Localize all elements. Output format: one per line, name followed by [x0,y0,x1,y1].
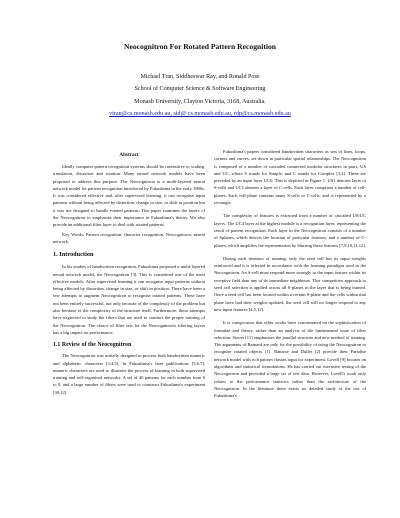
authors: Michael Tran, Siddheswar Ray, and Ronald Pose [140,74,260,80]
university: Monash University, Clayton Victoria, 3168, Australia. [134,99,266,105]
author-emails[interactable]: vtran@cs.monash.edu.au, sid@ cs.monash.edu.au, rdp@cs.monash.edu.au [109,111,291,117]
abstract-text: Ideally computer pattern recognition systems should be insensitive to scaling, translation, distortion and rotation. Many neural network models have been proposed to address this purpose. The Neocognitron is a multi-layered neural network model for pattern recognition introduced by Fukushima in the early 1980s. It was considered effective and, after supervised learning, it can recognise input patterns without being affected by distortion, change in size, or shift in position but it was not designed to handle rotated patterns. This paper examines the layers of the Neocognitron to emphasize their importance in Fukushima's theory. We also provide an additional filter layer to deal with rotated patterns. [53,164,205,228]
right-paragraph-1: Fukushima's papers considered handwritten characters as sets of lines, loops, corners and curves, set down in particular spatial relationships. The Neocognitron is composed of a number of cascaded connected modular structures in pairs, US and UC, where S stands for Simple, and C stands for Complex [3,4]. These are preceded by an input layer UC0. This is depicted in Figure 1. US1 denotes layer of S-cells and UC1 denotes a layer of C-cells. Each layer comprises a number of cell-planes. Each cell-plane contains many S-cells or C-cells, and is represented by a rectangle. [214,149,366,206]
right-column [214,148,366,402]
left-column [53,152,205,398]
right-paragraph-4: It is conspicuous that other works have concentrated on the sophistication of formulae and theory, rather than an analysis of the fundamental issue of filter selection. Sieuer [11] emphasises the parallel structure and new method of training. The arguments of Barnard are only for the possibility of using the Neocognitron to recognise rotated objects [1]. Banarse and Duller [2] provide their Paradise network model with rich pattern classes input for experiment. Lovell [9] focuses on algorithms and statistical formulations. He has carried out extensive testing of the Neocognitron and provided a large set of test data. However, Lovell's work only relates to the performance statistics rather than the architecture of the Neocognitron. In the literature there exists no detailed study of the use of Fukushima's [214,320,366,399]
review-heading: 1.1 Review of the Neocognitron [53,342,132,349]
right-paragraph-2: The complexity of features is extracted from a number of cascaded US/UC layers. The UC4 layer at the highest module is a recognition layer, representing the result of pattern recognition. Each layer in the Neocognitron consists of a number of Splanes, which detects the location of particular features, and a number of C-planes, which amplifies the representation by blurring these features [7,9,10,11,12]. [214,213,366,248]
introduction-paragraph: In his studies of handwritten recognition, Fukushima proposed a multi-layered neural network model, the Neocognitron [3]. This is considered one of the most effective models. After supervised learning it can recognise input patterns without being affected by distortion, change in size, or shift in position. There have been a few attempts to augment Neocognitron to recognise rotated patterns. These have not been entirely successful, not only because of the complexity of the problem but also because of the complexity of the structure itself. Furthermore, these attempts have neglected to study the filters that are used to conduct the proper training of the Neocognitron. The choice of filter sets for the Neocognitron's filtering layers has a big impact on performance. [53,264,205,335]
abstract-heading: Abstract [119,152,139,158]
review-paragraph: The Neocognitron was initially designed to process both handwritten numeric and alphabetic characters [3,4,5]. In Fukushima's later publications [5,6,7], numeric characters are used to illustrate the process of learning in both supervised training and self-organised networks. A set of 40 patterns for each number from 0 to 9, and a large number of filters were used to construct Fukushima's experiment [30,12]. [53,353,205,395]
school: School of Computer Science & Software Engineering [134,86,266,92]
paper-title: Neocognitron For Rotated Pattern Recognition [124,42,276,51]
introduction-heading: 1. Introduction [53,251,94,259]
keywords: Key Words: Pattern recognition, character recognition, Neocognitron, neural network. [53,231,205,244]
right-paragraph-3: During each iteration of training, only the seed cell has its input weights reinforced and it is selected in accordance with the learning paradigm used in the Neocognitron. An S-cell must respond more strongly to the input feature within its receptive field than any of its immediate neighbours. This competitive approach to seed cell selection is applied across all S-planes in the layer that is being trained. Once a seed cell has been located within a certain S-plane and the cells within that plane have had their weights updated, the seed cell will no longer respond to any new input features [4,5,12]. [214,255,366,312]
